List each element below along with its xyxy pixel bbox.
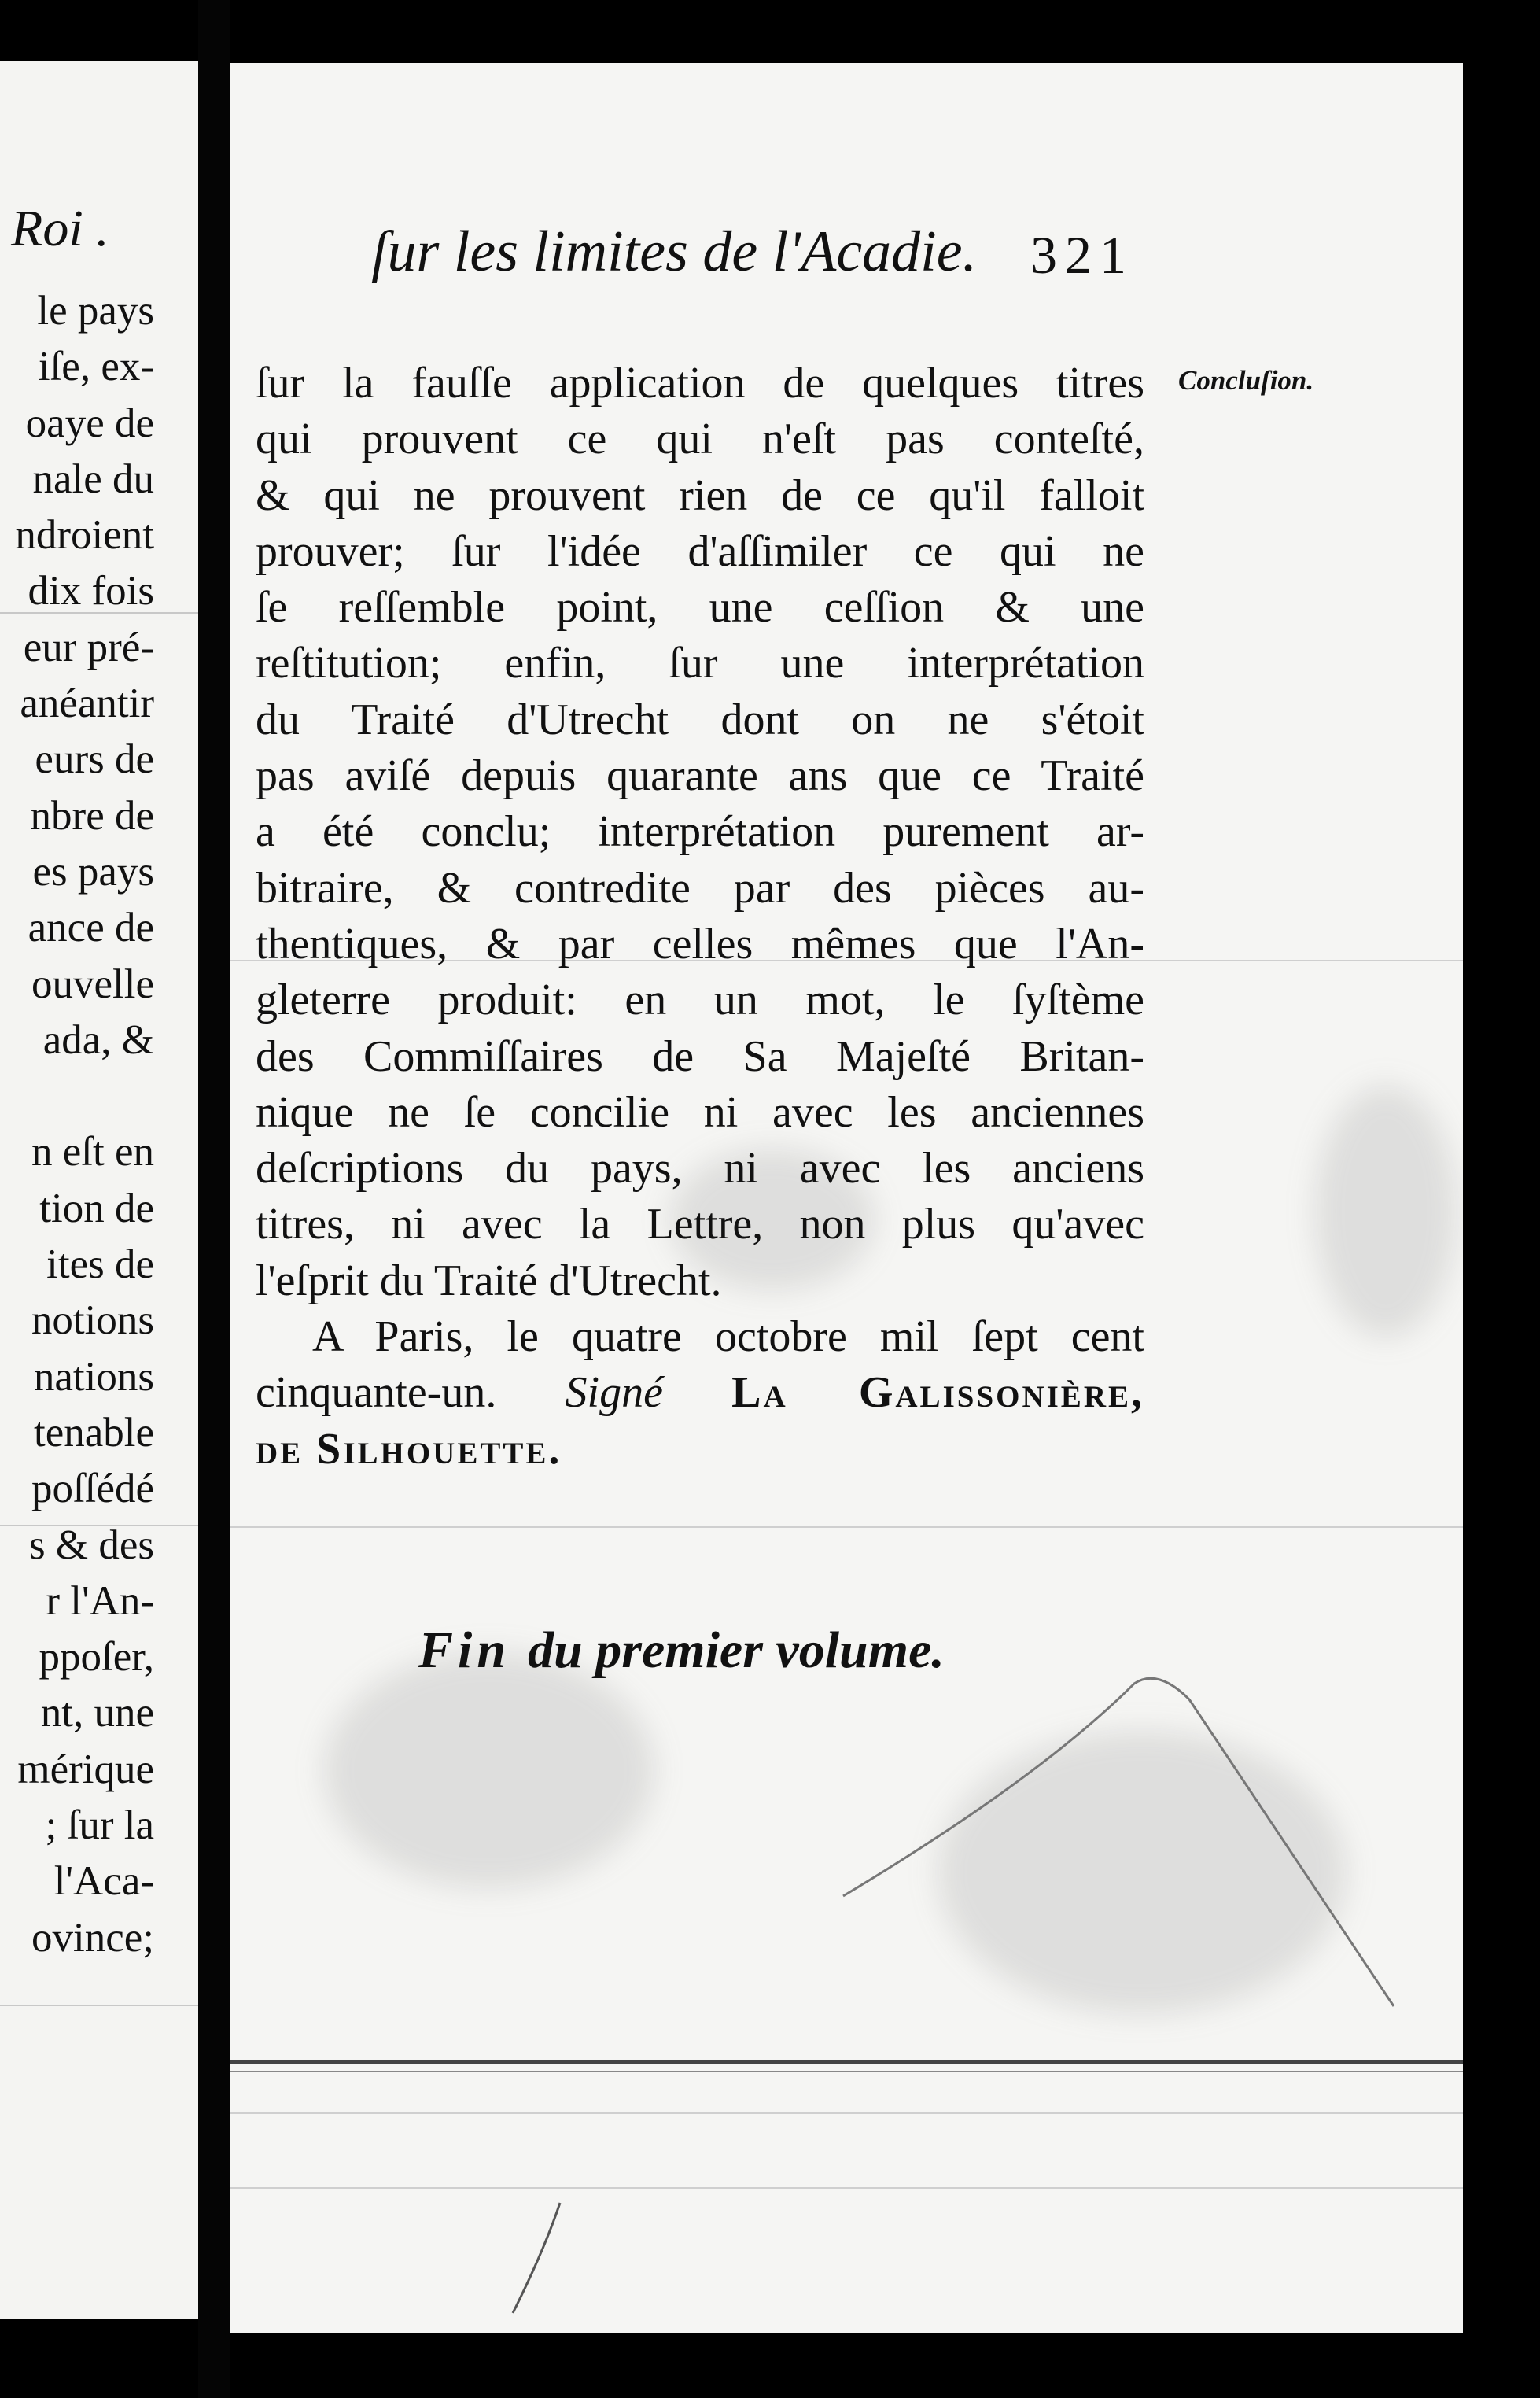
- text-line: tion de: [39, 1185, 154, 1231]
- text-line: ; ſur la: [45, 1802, 154, 1849]
- text-line: ouvelle: [31, 961, 154, 1007]
- text-line: pas aviſé depuis quarante ans que ce Traité: [256, 751, 1144, 801]
- text-line: ndroient: [15, 512, 154, 559]
- book-gutter: [198, 0, 230, 2398]
- text-line: dix fois: [28, 568, 154, 614]
- page-number: 321: [1030, 225, 1134, 285]
- text-line: l'eſprit du Traité d'Utrecht.: [256, 1256, 722, 1305]
- text-line: s & des: [29, 1522, 154, 1568]
- text-line: ites de: [46, 1241, 154, 1288]
- signature-line: [256, 1365, 1144, 1421]
- text-line: deſcriptions du pays, ni avec les anciens: [256, 1144, 1144, 1193]
- text-line: ppoſer,: [39, 1634, 154, 1680]
- text-line: A Paris, le quatre octobre mil ſept cent: [312, 1312, 1144, 1362]
- text-fragment: cinquante-un.: [256, 1368, 497, 1418]
- page-rule: [230, 2071, 1463, 2072]
- end-of-volume-note: [418, 1619, 945, 1682]
- text-line: nations: [33, 1353, 154, 1400]
- text-line: eurs de: [35, 736, 154, 783]
- text-line: prouver; ſur l'idée d'aſſimiler ce qui ne: [256, 526, 1144, 576]
- text-line: nbre de: [30, 792, 154, 839]
- closing-text: du premier volume.: [528, 1621, 945, 1679]
- main-page: [230, 63, 1463, 2333]
- scan-line: [0, 2005, 198, 2006]
- page-rule: [230, 2060, 1463, 2064]
- previous-page-running-head: Roi .: [11, 200, 109, 257]
- text-line: notions: [31, 1297, 154, 1344]
- previous-page-text: [0, 283, 154, 1966]
- text-line: es pays: [32, 848, 154, 895]
- text-line: ance de: [28, 905, 154, 951]
- text-line: ada, &: [42, 1016, 154, 1063]
- running-head: ſur les limites de l'Acadie.: [371, 220, 978, 284]
- text-line: des Commiſſaires de Sa Majeſté Britan-: [256, 1031, 1144, 1081]
- text-line: ſe reſſemble point, une ceſſion & une: [256, 583, 1144, 633]
- scan-border: [1463, 0, 1540, 2398]
- marginal-note: Concluſion.: [1178, 365, 1314, 396]
- text-line: qui prouvent ce qui n'eſt pas conteſté,: [256, 415, 1144, 464]
- text-line: iſe, ex-: [38, 344, 154, 390]
- text-line: gleterre produit: en un mot, le ſyſtème: [256, 976, 1144, 1025]
- text-line: reſtitution; enfin, ſur une interprétation: [256, 639, 1144, 688]
- text-line: oaye de: [25, 400, 154, 446]
- text-line: poſſédé: [31, 1466, 154, 1512]
- text-line: nique ne ſe concilie ni avec les anciennes: [256, 1087, 1144, 1137]
- text-line: n eſt en: [31, 1129, 154, 1175]
- fin-word: Fin: [418, 1621, 511, 1679]
- text-line: tenable: [33, 1409, 154, 1455]
- text-line: & qui ne prouvent rien de ce qu'il falloit: [256, 470, 1144, 520]
- text-line: a été conclu; interprétation purement ar-: [256, 807, 1144, 857]
- signatory-silhouette: de Silhouette.: [256, 1424, 562, 1474]
- text-line: bitraire, & contredite par des pièces au-: [256, 863, 1144, 913]
- text-line: r l'An-: [46, 1577, 154, 1624]
- text-line: le pays: [37, 288, 154, 334]
- text-line: du Traité d'Utrecht dont on ne s'étoit: [256, 695, 1144, 744]
- signed-label: Signé: [565, 1368, 663, 1418]
- text-line: mérique: [17, 1746, 154, 1792]
- previous-page-fragment: [0, 61, 198, 2319]
- signatory-galissoniere: La Galissonière,: [731, 1368, 1144, 1418]
- text-line: titres, ni avec la Lettre, non plus qu'avec: [256, 1200, 1144, 1249]
- text-line: l'Aca-: [53, 1858, 154, 1905]
- text-line: nale du: [32, 456, 154, 502]
- text-line: [0, 1068, 154, 1124]
- text-line: eur pré-: [23, 624, 154, 670]
- text-line: thentiques, & par celles mêmes que l'An-: [256, 919, 1144, 968]
- text-line: nt, une: [40, 1690, 154, 1736]
- text-line: ſur la fauſſe application de quelques titres: [256, 359, 1144, 408]
- text-line: anéantir: [20, 681, 154, 727]
- signature-line: [256, 1422, 1144, 1478]
- body-text: [256, 356, 1144, 1478]
- text-line: ovince;: [31, 1914, 154, 1961]
